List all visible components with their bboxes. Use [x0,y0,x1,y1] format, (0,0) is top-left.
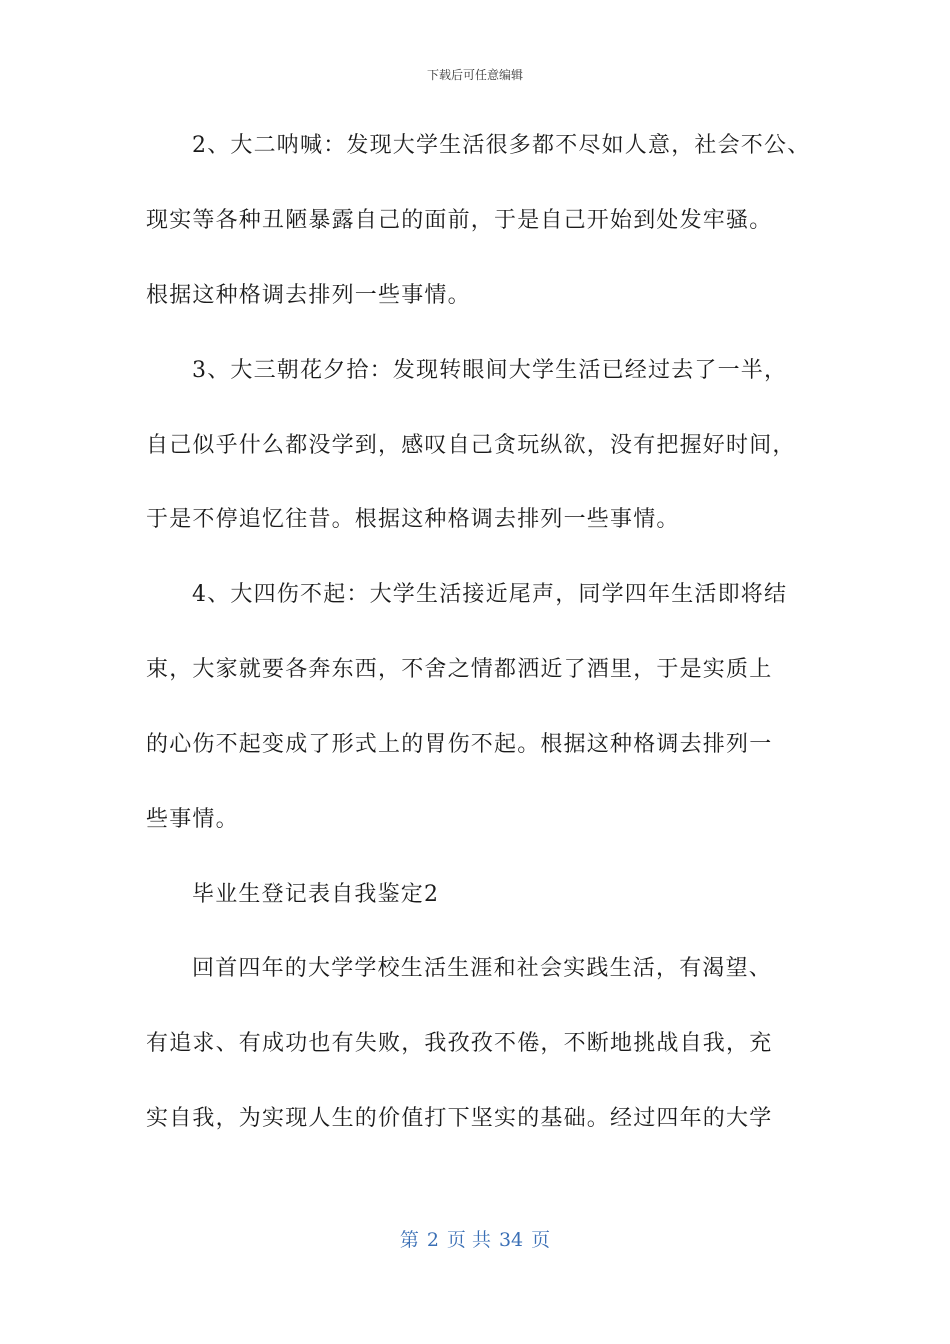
page-header: 下载后可任意编辑 [426,68,523,82]
page-footer [0,1225,950,1252]
text-line: 根据这种格调去排列一些事情。 [146,283,471,308]
section-heading: 毕业生登记表自我鉴定2 [192,882,440,907]
current-page-number: 2 [426,1229,439,1251]
text-line: 3、大三朝花夕拾：发现转眼间大学生活已经过去了一半， [192,358,788,383]
text-line: 实自我，为实现人生的价值打下坚实的基础。经过四年的大学 [146,1106,773,1131]
footer-prefix: 第 [399,1229,419,1251]
text-line: 回首四年的大学学校生活生涯和社会实践生活，有渴望、 [192,956,773,981]
text-line: 2、大二呐喊：发现大学生活很多都不尽如人意，社会不公、 [192,133,811,158]
text-line: 有追求、有成功也有失败，我孜孜不倦，不断地挑战自我，充 [146,1031,773,1056]
text-line: 4、大四伤不起：大学生活接近尾声，同学四年生活即将结 [192,582,788,607]
footer-middle: 页 共 [446,1229,491,1251]
text-line: 现实等各种丑陋暴露自己的面前，于是自己开始到处发牢骚。 [146,208,773,233]
text-line: 些事情。 [146,807,239,832]
text-line: 束，大家就要各奔东西，不舍之情都洒近了酒里，于是实质上 [146,657,773,682]
text-line: 于是不停追忆往昔。根据这种格调去排列一些事情。 [146,507,680,532]
total-pages-number: 34 [498,1229,524,1251]
text-line: 的心伤不起变成了形式上的胃伤不起。根据这种格调去排列一 [146,732,773,757]
footer-suffix: 页 [531,1229,551,1251]
text-line: 自己似乎什么都没学到，感叹自己贪玩纵欲，没有把握好时间， [146,433,796,458]
